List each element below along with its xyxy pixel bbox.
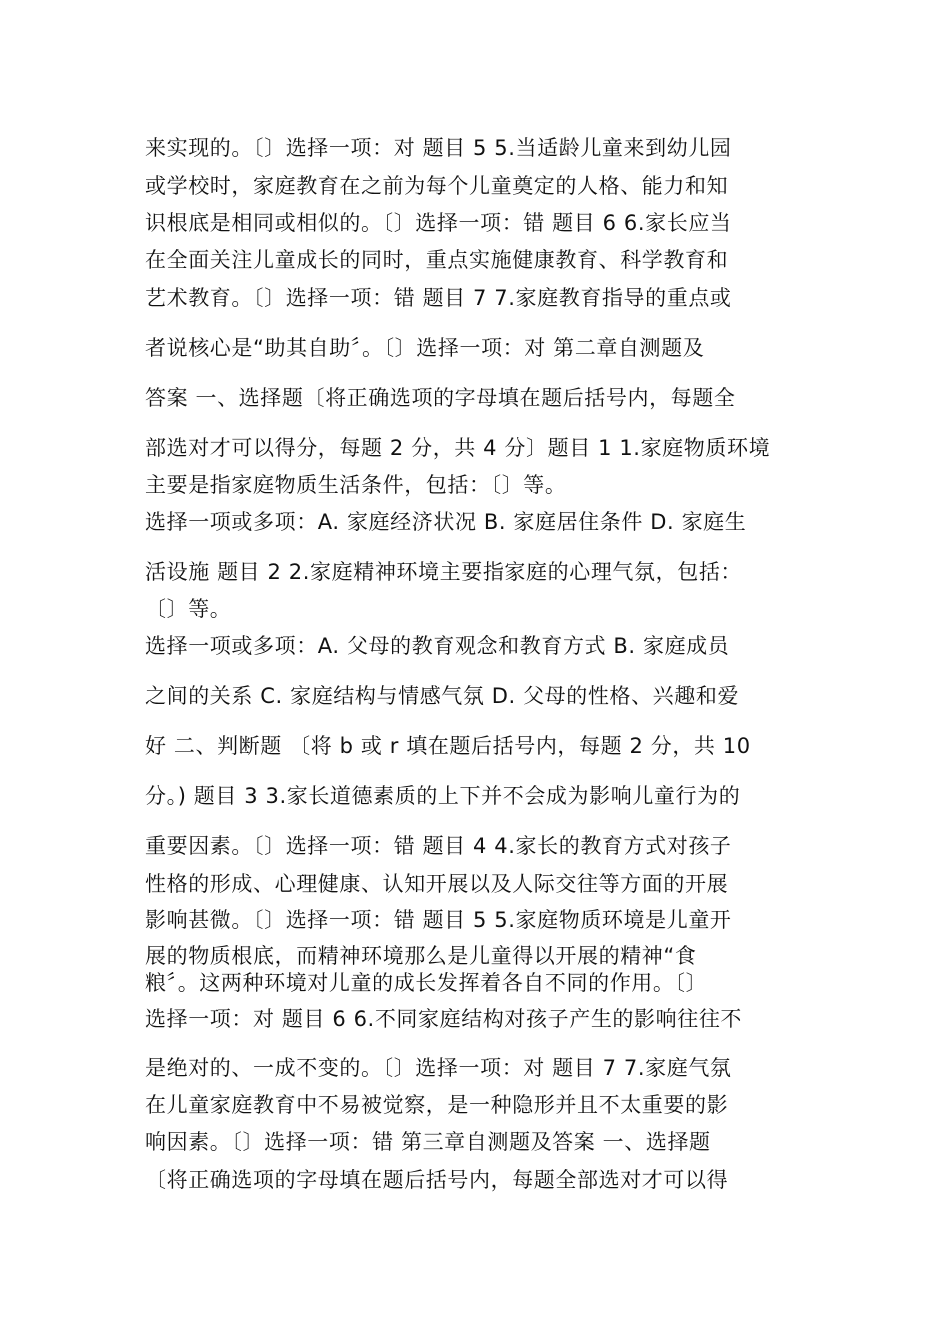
- text-line: 分。) 题目 3 3.家长道德素质的上下并不会成为影响儿童行为的: [145, 784, 741, 808]
- text-line: 在全面关注儿童成长的同时，重点实施健康教育、科学教育和: [145, 248, 729, 272]
- text-line: 者说核心是“助其自助〞。〔〕选择一项：对 第二章自测题及: [145, 336, 705, 360]
- text-line: 活设施 题目 2 2.家庭精神环境主要指家庭的心理气氛，包括：: [145, 560, 743, 584]
- text-line: 部选对才可以得分，每题 2 分，共 4 分〕题目 1 1.家庭物质环境: [145, 436, 771, 460]
- text-line: 是绝对的、一成不变的。〔〕选择一项：对 题目 7 7.家庭气氛: [145, 1056, 732, 1080]
- text-line: 〔将正确选项的字母填在题后括号内，每题全部选对才可以得: [145, 1168, 729, 1192]
- text-line: 答案 一、选择题〔将正确选项的字母填在题后括号内，每题全: [145, 386, 736, 410]
- text-line: 识根底是相同或相似的。〔〕选择一项：错 题目 6 6.家长应当: [145, 211, 732, 235]
- text-line: 展的物质根底，而精神环境那么是儿童得以开展的精神“食: [145, 944, 697, 968]
- text-line: 影响甚微。〔〕选择一项：错 题目 5 5.家庭物质环境是儿童开: [145, 908, 732, 932]
- text-line: 选择一项：对 题目 6 6.不同家庭结构对孩子产生的影响往往不: [145, 1007, 743, 1031]
- text-line: 艺术教育。〔〕选择一项：错 题目 7 7.家庭教育指导的重点或: [145, 286, 732, 310]
- text-line: 性格的形成、心理健康、认知开展以及人际交往等方面的开展: [145, 872, 729, 896]
- text-line: 好 二、判断题 〔将 b 或 r 填在题后括号内，每题 2 分，共 10: [145, 734, 751, 758]
- text-line: 来实现的。〔〕选择一项：对 题目 5 5.当适龄儿童来到幼儿园: [145, 136, 732, 160]
- text-line: 在儿童家庭教育中不易被觉察，是一种隐形并且不太重要的影: [145, 1093, 729, 1117]
- text-line: 重要因素。〔〕选择一项：错 题目 4 4.家长的教育方式对孩子: [145, 834, 732, 858]
- text-line: 选择一项或多项：A. 家庭经济状况 B. 家庭居住条件 D. 家庭生: [145, 510, 747, 534]
- text-line: 响因素。〔〕选择一项：错 第三章自测题及答案 一、选择题: [145, 1130, 711, 1154]
- text-line: 主要是指家庭物质生活条件，包括：〔〕等。: [145, 473, 567, 497]
- text-line: 〔〕等。: [145, 597, 232, 621]
- text-line: 粮〞。这两种环境对儿童的成长发挥着各自不同的作用。〔〕: [145, 971, 708, 995]
- text-line: 之间的关系 C. 家庭结构与情感气氛 D. 父母的性格、兴趣和爱: [145, 684, 740, 708]
- text-line: 选择一项或多项：A. 父母的教育观念和教育方式 B. 家庭成员: [145, 634, 730, 658]
- text-line: 或学校时，家庭教育在之前为每个儿童奠定的人格、能力和知: [145, 174, 729, 198]
